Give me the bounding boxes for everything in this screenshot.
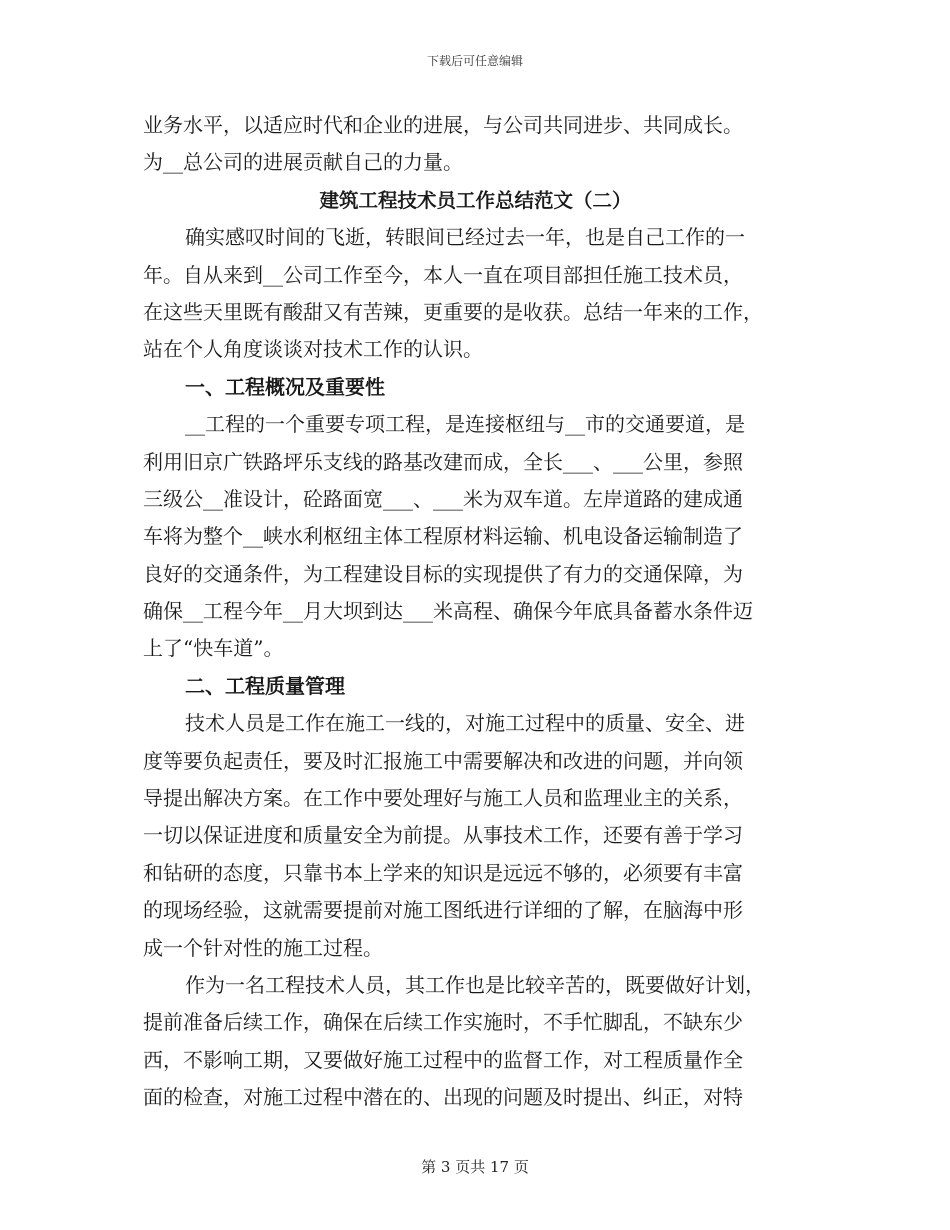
paragraph-line: 三级公__准设计，砼路面宽___、___米为双车道。左岸道路的建成通 xyxy=(143,486,743,511)
paragraph-line: 站在个人角度谈谈对技术工作的认识。 xyxy=(143,337,483,362)
paragraph-line: 为__总公司的进展贡献自己的力量。 xyxy=(143,150,463,175)
paragraph-line: 业务水平，以适应时代和企业的进展，与公司共同进步、共同成长。 xyxy=(143,113,743,137)
paragraph-line: 一切以保证进度和质量安全为前提。从事技术工作，还要有善于学习 xyxy=(143,823,743,848)
document-body xyxy=(143,107,808,1117)
paragraph-line: 作为一名工程技术人员，其工作也是比较辛苦的，既要做好计划， xyxy=(185,972,765,997)
paragraph-line: 年。自从来到__公司工作至今，本人一直在项目部担任施工技术员， xyxy=(143,262,743,287)
paragraph-line: 度等要负起责任，要及时汇报施工中需要解决和改进的问题，并向领 xyxy=(143,748,743,773)
section-heading: 二、工程质量管理 xyxy=(185,673,345,698)
paragraph-line: 的现场经验，这就需要提前对施工图纸进行详细的了解，在脑海中形 xyxy=(143,898,743,923)
paragraph-line: __工程的一个重要专项工程，是连接枢纽与__市的交通要道，是 xyxy=(185,412,745,437)
paragraph-line: 在这些天里既有酸甜又有苦辣，更重要的是收获。总结一年来的工作， xyxy=(143,299,763,324)
paragraph-line: 确实感叹时间的飞逝，转眼间已经过去一年，也是自己工作的一 xyxy=(185,225,745,250)
section-heading: 一、工程概况及重要性 xyxy=(185,374,385,399)
page-number: 第 3 页共 17 页 xyxy=(421,1158,529,1176)
paragraph-line: 导提出解决方案。在工作中要处理好与施工人员和监理业主的关系， xyxy=(143,786,743,811)
document-title: 建筑工程技术员工作总结范文（二） xyxy=(319,188,632,212)
paragraph-line: 利用旧京广铁路坪乐支线的路基改建而成，全长___、___公里，参照 xyxy=(143,449,743,474)
paragraph-line: 确保__工程今年__月大坝到达___米高程、确保今年底具备蓄水条件迈 xyxy=(143,599,753,624)
paragraph-line: 成一个针对性的施工过程。 xyxy=(143,935,383,960)
paragraph-line: 技术人员是工作在施工一线的，对施工过程中的质量、安全、进 xyxy=(185,711,745,736)
paragraph-line: 和钻研的态度，只靠书本上学来的知识是远远不够的，必须要有丰富 xyxy=(143,860,743,885)
paragraph-line: 面的检查，对施工过程中潜在的、出现的问题及时提出、纠正，对特 xyxy=(143,1085,743,1110)
paragraph-line: 良好的交通条件，为工程建设目标的实现提供了有力的交通保障，为 xyxy=(143,561,743,586)
paragraph-line: 西，不影响工期，又要做好施工过程中的监督工作，对工程质量作全 xyxy=(143,1047,743,1072)
paragraph-line: 上了“快车道”。 xyxy=(143,636,284,661)
paragraph-line: 车将为整个__峡水利枢纽主体工程原材料运输、机电设备运输制造了 xyxy=(143,524,743,549)
page-header: 下载后可任意编辑 xyxy=(426,54,523,68)
paragraph-line: 提前准备后续工作，确保在后续工作实施时，不手忙脚乱，不缺东少 xyxy=(143,1010,743,1035)
